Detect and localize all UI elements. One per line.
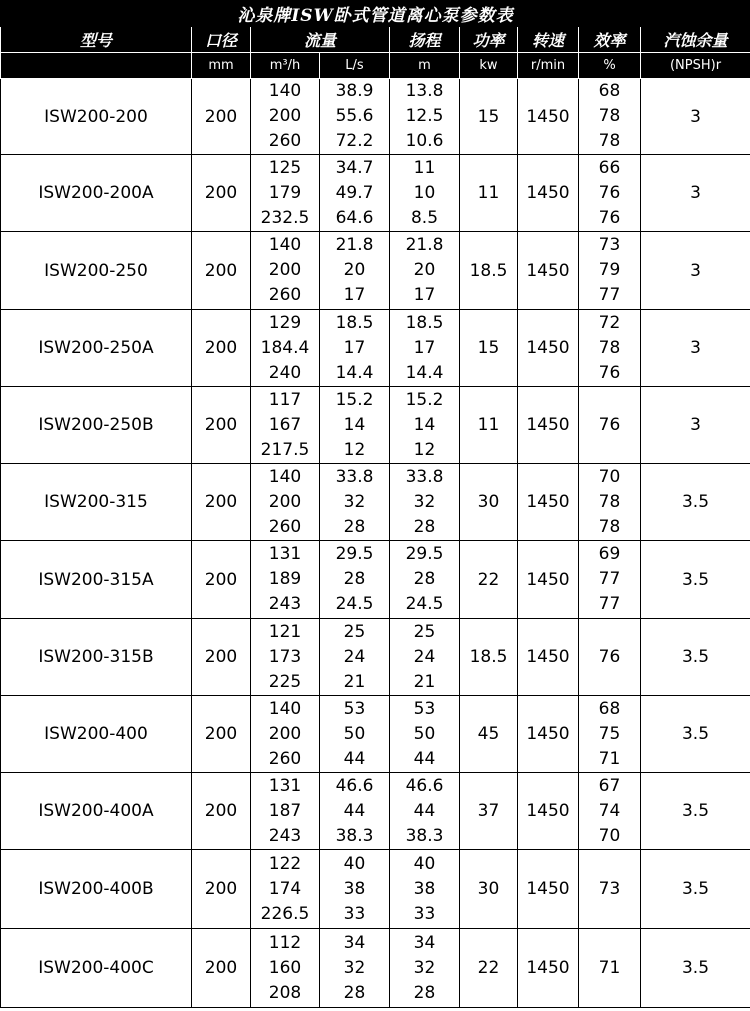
head-cell-value: 53 — [413, 698, 436, 719]
header-model: 型号 — [1, 27, 192, 53]
efficiency-cell-value: 76 — [598, 362, 621, 383]
flow-ls-cell — [320, 619, 390, 696]
model-cell: ISW200-315 — [1, 464, 192, 541]
flow-m3h-cell — [251, 79, 320, 155]
flow-m3h-cell-value: 260 — [268, 131, 302, 151]
model-cell: ISW200-200A — [1, 155, 192, 232]
speed-cell: 1450 — [518, 929, 579, 1008]
head-cell-value: 32 — [413, 491, 436, 512]
flow-ls-cell — [320, 155, 390, 232]
efficiency-cell-value: 66 — [598, 157, 621, 178]
flow-m3h-cell — [251, 464, 320, 541]
speed-cell: 1450 — [518, 619, 579, 696]
bore-cell: 200 — [192, 155, 251, 232]
speed-cell: 1450 — [518, 155, 579, 232]
head-cell-value: 10 — [413, 182, 436, 203]
head-cell-value: 14.4 — [405, 362, 444, 383]
flow-ls-cell-value: 29.5 — [335, 544, 374, 564]
table-row — [1, 929, 750, 1008]
header-efficiency: 效率 — [579, 27, 641, 53]
head-cell-value: 15.2 — [405, 389, 444, 410]
efficiency-cell-value: 75 — [598, 723, 621, 744]
flow-ls-cell-value: 53 — [343, 698, 366, 719]
flow-ls-cell-value: 21 — [343, 671, 366, 692]
flow-m3h-cell-value: 140 — [268, 466, 302, 487]
flow-m3h-cell — [251, 232, 320, 310]
flow-ls-cell — [320, 464, 390, 541]
speed-cell: 1450 — [518, 696, 579, 773]
efficiency-cell-value: 71 — [598, 957, 621, 978]
head-cell — [390, 155, 460, 232]
unit-speed: r/min — [518, 53, 579, 79]
efficiency-cell-value: 74 — [598, 800, 621, 821]
header-power: 功率 — [460, 27, 518, 53]
flow-m3h-cell — [251, 929, 320, 1008]
npsh-cell: 3 — [641, 155, 750, 232]
flow-m3h-cell-value: 225 — [268, 671, 302, 692]
flow-m3h-cell-value: 131 — [268, 544, 302, 564]
flow-ls-cell-value: 72.2 — [335, 131, 374, 151]
speed-cell: 1450 — [518, 310, 579, 387]
flow-ls-cell-value: 21.8 — [335, 235, 374, 255]
flow-m3h-cell-value: 260 — [268, 748, 302, 769]
header-npsh: 汽蚀余量 — [641, 27, 750, 53]
flow-ls-cell-value: 17 — [343, 285, 366, 305]
flow-m3h-cell-value: 179 — [268, 182, 302, 203]
head-cell-value: 8.5 — [410, 207, 439, 228]
table-row — [1, 387, 750, 464]
flow-m3h-cell — [251, 387, 320, 464]
efficiency-cell-value: 73 — [598, 878, 621, 899]
table-row — [1, 79, 750, 155]
flow-ls-cell — [320, 79, 390, 155]
flow-ls-cell-value: 32 — [343, 957, 366, 978]
table-row — [1, 541, 750, 619]
npsh-cell: 3.5 — [641, 696, 750, 773]
power-cell: 15 — [460, 79, 518, 155]
flow-ls-cell-value: 46.6 — [335, 775, 374, 796]
head-cell-value: 44 — [413, 800, 436, 821]
flow-ls-cell-value: 14.4 — [335, 362, 374, 383]
efficiency-cell — [579, 387, 641, 464]
table-row — [1, 310, 750, 387]
flow-m3h-cell-value: 167 — [268, 414, 302, 435]
table-row — [1, 464, 750, 541]
npsh-cell: 3.5 — [641, 929, 750, 1008]
model-cell: ISW200-315A — [1, 541, 192, 619]
flow-ls-cell — [320, 541, 390, 619]
bore-cell: 200 — [192, 464, 251, 541]
model-cell: ISW200-400A — [1, 773, 192, 850]
efficiency-cell — [579, 155, 641, 232]
head-cell-value: 24 — [413, 646, 436, 667]
head-cell-value: 12 — [413, 439, 436, 460]
flow-m3h-cell-value: 200 — [268, 491, 302, 512]
flow-ls-cell-value: 33 — [343, 903, 366, 924]
unit-model — [1, 53, 192, 79]
efficiency-cell-value: 72 — [598, 312, 621, 333]
flow-m3h-cell-value: 208 — [268, 982, 302, 1003]
npsh-cell: 3 — [641, 310, 750, 387]
efficiency-cell-value: 68 — [598, 81, 621, 101]
flow-ls-cell-value: 44 — [343, 748, 366, 769]
flow-m3h-cell — [251, 619, 320, 696]
flow-m3h-cell-value: 217.5 — [260, 439, 310, 460]
efficiency-cell-value: 77 — [598, 285, 621, 305]
head-cell — [390, 387, 460, 464]
efficiency-cell-value: 67 — [598, 775, 621, 796]
head-cell-value: 28 — [413, 516, 436, 537]
flow-ls-cell-value: 28 — [343, 569, 366, 589]
table-row — [1, 696, 750, 773]
flow-ls-cell-value: 28 — [343, 982, 366, 1003]
npsh-cell: 3 — [641, 79, 750, 155]
flow-ls-cell-value: 17 — [343, 337, 366, 358]
flow-ls-cell-value: 15.2 — [335, 389, 374, 410]
efficiency-cell-value: 70 — [598, 466, 621, 487]
power-cell: 30 — [460, 464, 518, 541]
flow-ls-cell-value: 40 — [343, 853, 366, 874]
speed-cell: 1450 — [518, 79, 579, 155]
flow-ls-cell-value: 33.8 — [335, 466, 374, 487]
flow-ls-cell — [320, 232, 390, 310]
efficiency-cell — [579, 310, 641, 387]
efficiency-cell — [579, 773, 641, 850]
flow-m3h-cell — [251, 773, 320, 850]
efficiency-cell-value: 69 — [598, 544, 621, 564]
flow-m3h-cell-value: 260 — [268, 285, 302, 305]
efficiency-cell-value: 76 — [598, 646, 621, 667]
flow-m3h-cell-value: 160 — [268, 957, 302, 978]
efficiency-cell — [579, 929, 641, 1008]
head-cell-value: 10.6 — [405, 131, 444, 151]
bore-cell: 200 — [192, 850, 251, 929]
head-cell — [390, 541, 460, 619]
flow-ls-cell-value: 34 — [343, 932, 366, 953]
power-cell: 18.5 — [460, 232, 518, 310]
model-cell: ISW200-315B — [1, 619, 192, 696]
power-cell: 22 — [460, 929, 518, 1008]
bore-cell: 200 — [192, 387, 251, 464]
unit-npsh: (NPSH)r — [641, 53, 750, 79]
model-cell: ISW200-250B — [1, 387, 192, 464]
efficiency-cell-value: 77 — [598, 569, 621, 589]
efficiency-cell — [579, 232, 641, 310]
npsh-cell: 3.5 — [641, 541, 750, 619]
flow-ls-cell-value: 12 — [343, 439, 366, 460]
speed-cell: 1450 — [518, 232, 579, 310]
efficiency-cell-value: 68 — [598, 698, 621, 719]
head-cell-value: 34 — [413, 932, 436, 953]
speed-cell: 1450 — [518, 773, 579, 850]
power-cell: 18.5 — [460, 619, 518, 696]
head-cell-value: 38.3 — [405, 825, 444, 846]
flow-m3h-cell-value: 173 — [268, 646, 302, 667]
bore-cell: 200 — [192, 696, 251, 773]
head-cell-value: 17 — [413, 337, 436, 358]
head-cell — [390, 929, 460, 1008]
efficiency-cell — [579, 850, 641, 929]
flow-m3h-cell-value: 125 — [268, 157, 302, 178]
head-cell-value: 21 — [413, 671, 436, 692]
bore-cell: 200 — [192, 619, 251, 696]
model-cell: ISW200-400C — [1, 929, 192, 1008]
bore-cell: 200 — [192, 929, 251, 1008]
table-row — [1, 850, 750, 929]
unit-power: kw — [460, 53, 518, 79]
flow-m3h-cell-value: 189 — [268, 569, 302, 589]
efficiency-cell-value: 76 — [598, 182, 621, 203]
flow-ls-cell — [320, 387, 390, 464]
bore-cell: 200 — [192, 310, 251, 387]
head-cell-value: 46.6 — [405, 775, 444, 796]
head-cell-value: 24.5 — [405, 594, 444, 614]
efficiency-cell-value: 79 — [598, 260, 621, 280]
head-cell-value: 28 — [413, 569, 436, 589]
header-speed: 转速 — [518, 27, 579, 53]
flow-ls-cell-value: 28 — [343, 516, 366, 537]
unit-flow-m3h: m³/h — [251, 53, 320, 79]
efficiency-cell-value: 77 — [598, 594, 621, 614]
head-cell — [390, 696, 460, 773]
flow-m3h-cell-value: 187 — [268, 800, 302, 821]
model-cell: ISW200-250 — [1, 232, 192, 310]
bore-cell: 200 — [192, 232, 251, 310]
speed-cell: 1450 — [518, 850, 579, 929]
flow-m3h-cell-value: 232.5 — [260, 207, 310, 228]
flow-m3h-cell-value: 121 — [268, 621, 302, 642]
flow-ls-cell-value: 49.7 — [335, 182, 374, 203]
head-cell-value: 33.8 — [405, 466, 444, 487]
flow-ls-cell — [320, 773, 390, 850]
power-cell: 30 — [460, 850, 518, 929]
head-cell — [390, 773, 460, 850]
efficiency-cell-value: 78 — [598, 131, 621, 151]
header-head: 扬程 — [390, 27, 460, 53]
efficiency-cell — [579, 464, 641, 541]
efficiency-cell-value: 76 — [598, 414, 621, 435]
power-cell: 22 — [460, 541, 518, 619]
flow-ls-cell-value: 32 — [343, 491, 366, 512]
model-cell: ISW200-400B — [1, 850, 192, 929]
table-row — [1, 232, 750, 310]
power-cell: 11 — [460, 387, 518, 464]
head-cell-value: 12.5 — [405, 106, 444, 126]
flow-m3h-cell-value: 184.4 — [260, 337, 310, 358]
head-cell — [390, 79, 460, 155]
head-cell-value: 11 — [413, 157, 436, 178]
unit-efficiency: % — [579, 53, 641, 79]
flow-m3h-cell-value: 140 — [268, 81, 302, 101]
model-cell: ISW200-400 — [1, 696, 192, 773]
efficiency-cell-value: 73 — [598, 235, 621, 255]
flow-m3h-cell — [251, 310, 320, 387]
flow-m3h-cell-value: 260 — [268, 516, 302, 537]
head-cell-value: 50 — [413, 723, 436, 744]
head-cell — [390, 232, 460, 310]
flow-m3h-cell-value: 117 — [268, 389, 302, 410]
npsh-cell: 3.5 — [641, 464, 750, 541]
efficiency-cell — [579, 541, 641, 619]
flow-ls-cell-value: 24 — [343, 646, 366, 667]
table-title: 沁泉牌ISW卧式管道离心泵参数表 — [1, 1, 750, 27]
speed-cell: 1450 — [518, 387, 579, 464]
model-cell: ISW200-200 — [1, 79, 192, 155]
flow-ls-cell-value: 38 — [343, 878, 366, 899]
efficiency-cell — [579, 79, 641, 155]
flow-m3h-cell-value: 226.5 — [260, 903, 310, 924]
head-cell-value: 29.5 — [405, 544, 444, 564]
header-flow: 流量 — [251, 27, 390, 53]
unit-bore: mm — [192, 53, 251, 79]
npsh-cell: 3.5 — [641, 850, 750, 929]
head-cell — [390, 310, 460, 387]
flow-ls-cell-value: 34.7 — [335, 157, 374, 178]
npsh-cell: 3.5 — [641, 773, 750, 850]
head-cell-value: 32 — [413, 957, 436, 978]
head-cell — [390, 850, 460, 929]
flow-m3h-cell-value: 200 — [268, 106, 302, 126]
efficiency-cell-value: 78 — [598, 491, 621, 512]
flow-m3h-cell — [251, 541, 320, 619]
flow-m3h-cell-value: 243 — [268, 594, 302, 614]
flow-ls-cell-value: 44 — [343, 800, 366, 821]
flow-m3h-cell-value: 174 — [268, 878, 302, 899]
flow-ls-cell — [320, 310, 390, 387]
power-cell: 37 — [460, 773, 518, 850]
npsh-cell: 3 — [641, 232, 750, 310]
flow-ls-cell — [320, 929, 390, 1008]
flow-m3h-cell-value: 200 — [268, 723, 302, 744]
flow-ls-cell-value: 38.9 — [335, 81, 374, 101]
flow-ls-cell-value: 14 — [343, 414, 366, 435]
power-cell: 11 — [460, 155, 518, 232]
head-cell-value: 17 — [413, 285, 436, 305]
efficiency-cell — [579, 619, 641, 696]
power-cell: 45 — [460, 696, 518, 773]
bore-cell: 200 — [192, 773, 251, 850]
efficiency-cell-value: 76 — [598, 207, 621, 228]
flow-m3h-cell-value: 140 — [268, 235, 302, 255]
efficiency-cell-value: 71 — [598, 748, 621, 769]
header-bore: 口径 — [192, 27, 251, 53]
flow-m3h-cell — [251, 850, 320, 929]
head-cell-value: 38 — [413, 878, 436, 899]
flow-ls-cell — [320, 696, 390, 773]
flow-m3h-cell-value: 112 — [268, 932, 302, 953]
flow-ls-cell-value: 38.3 — [335, 825, 374, 846]
head-cell-value: 44 — [413, 748, 436, 769]
flow-ls-cell-value: 25 — [343, 621, 366, 642]
bore-cell: 200 — [192, 541, 251, 619]
flow-ls-cell — [320, 850, 390, 929]
power-cell: 15 — [460, 310, 518, 387]
head-cell-value: 28 — [413, 982, 436, 1003]
efficiency-cell-value: 78 — [598, 516, 621, 537]
head-cell-value: 25 — [413, 621, 436, 642]
head-cell-value: 20 — [413, 260, 436, 280]
head-cell-value: 13.8 — [405, 81, 444, 101]
head-cell-value: 40 — [413, 853, 436, 874]
flow-ls-cell-value: 64.6 — [335, 207, 374, 228]
flow-m3h-cell-value: 140 — [268, 698, 302, 719]
flow-ls-cell-value: 24.5 — [335, 594, 374, 614]
bore-cell: 200 — [192, 79, 251, 155]
table-row — [1, 619, 750, 696]
flow-m3h-cell — [251, 696, 320, 773]
flow-m3h-cell-value: 129 — [268, 312, 302, 333]
table-row — [1, 773, 750, 850]
flow-ls-cell-value: 50 — [343, 723, 366, 744]
flow-m3h-cell-value: 200 — [268, 260, 302, 280]
unit-flow-ls: L/s — [320, 53, 390, 79]
speed-cell: 1450 — [518, 541, 579, 619]
head-cell-value: 18.5 — [405, 312, 444, 333]
flow-ls-cell-value: 18.5 — [335, 312, 374, 333]
head-cell — [390, 464, 460, 541]
flow-m3h-cell — [251, 155, 320, 232]
efficiency-cell — [579, 696, 641, 773]
npsh-cell: 3.5 — [641, 619, 750, 696]
flow-ls-cell-value: 55.6 — [335, 106, 374, 126]
npsh-cell: 3 — [641, 387, 750, 464]
head-cell — [390, 619, 460, 696]
head-cell-value: 21.8 — [405, 235, 444, 255]
table-row — [1, 155, 750, 232]
model-cell: ISW200-250A — [1, 310, 192, 387]
flow-m3h-cell-value: 122 — [268, 853, 302, 874]
unit-head: m — [390, 53, 460, 79]
flow-m3h-cell-value: 131 — [268, 775, 302, 796]
flow-m3h-cell-value: 240 — [268, 362, 302, 383]
flow-m3h-cell-value: 243 — [268, 825, 302, 846]
head-cell-value: 33 — [413, 903, 436, 924]
flow-ls-cell-value: 20 — [343, 260, 366, 280]
efficiency-cell-value: 78 — [598, 337, 621, 358]
head-cell-value: 14 — [413, 414, 436, 435]
speed-cell: 1450 — [518, 464, 579, 541]
efficiency-cell-value: 78 — [598, 106, 621, 126]
efficiency-cell-value: 70 — [598, 825, 621, 846]
